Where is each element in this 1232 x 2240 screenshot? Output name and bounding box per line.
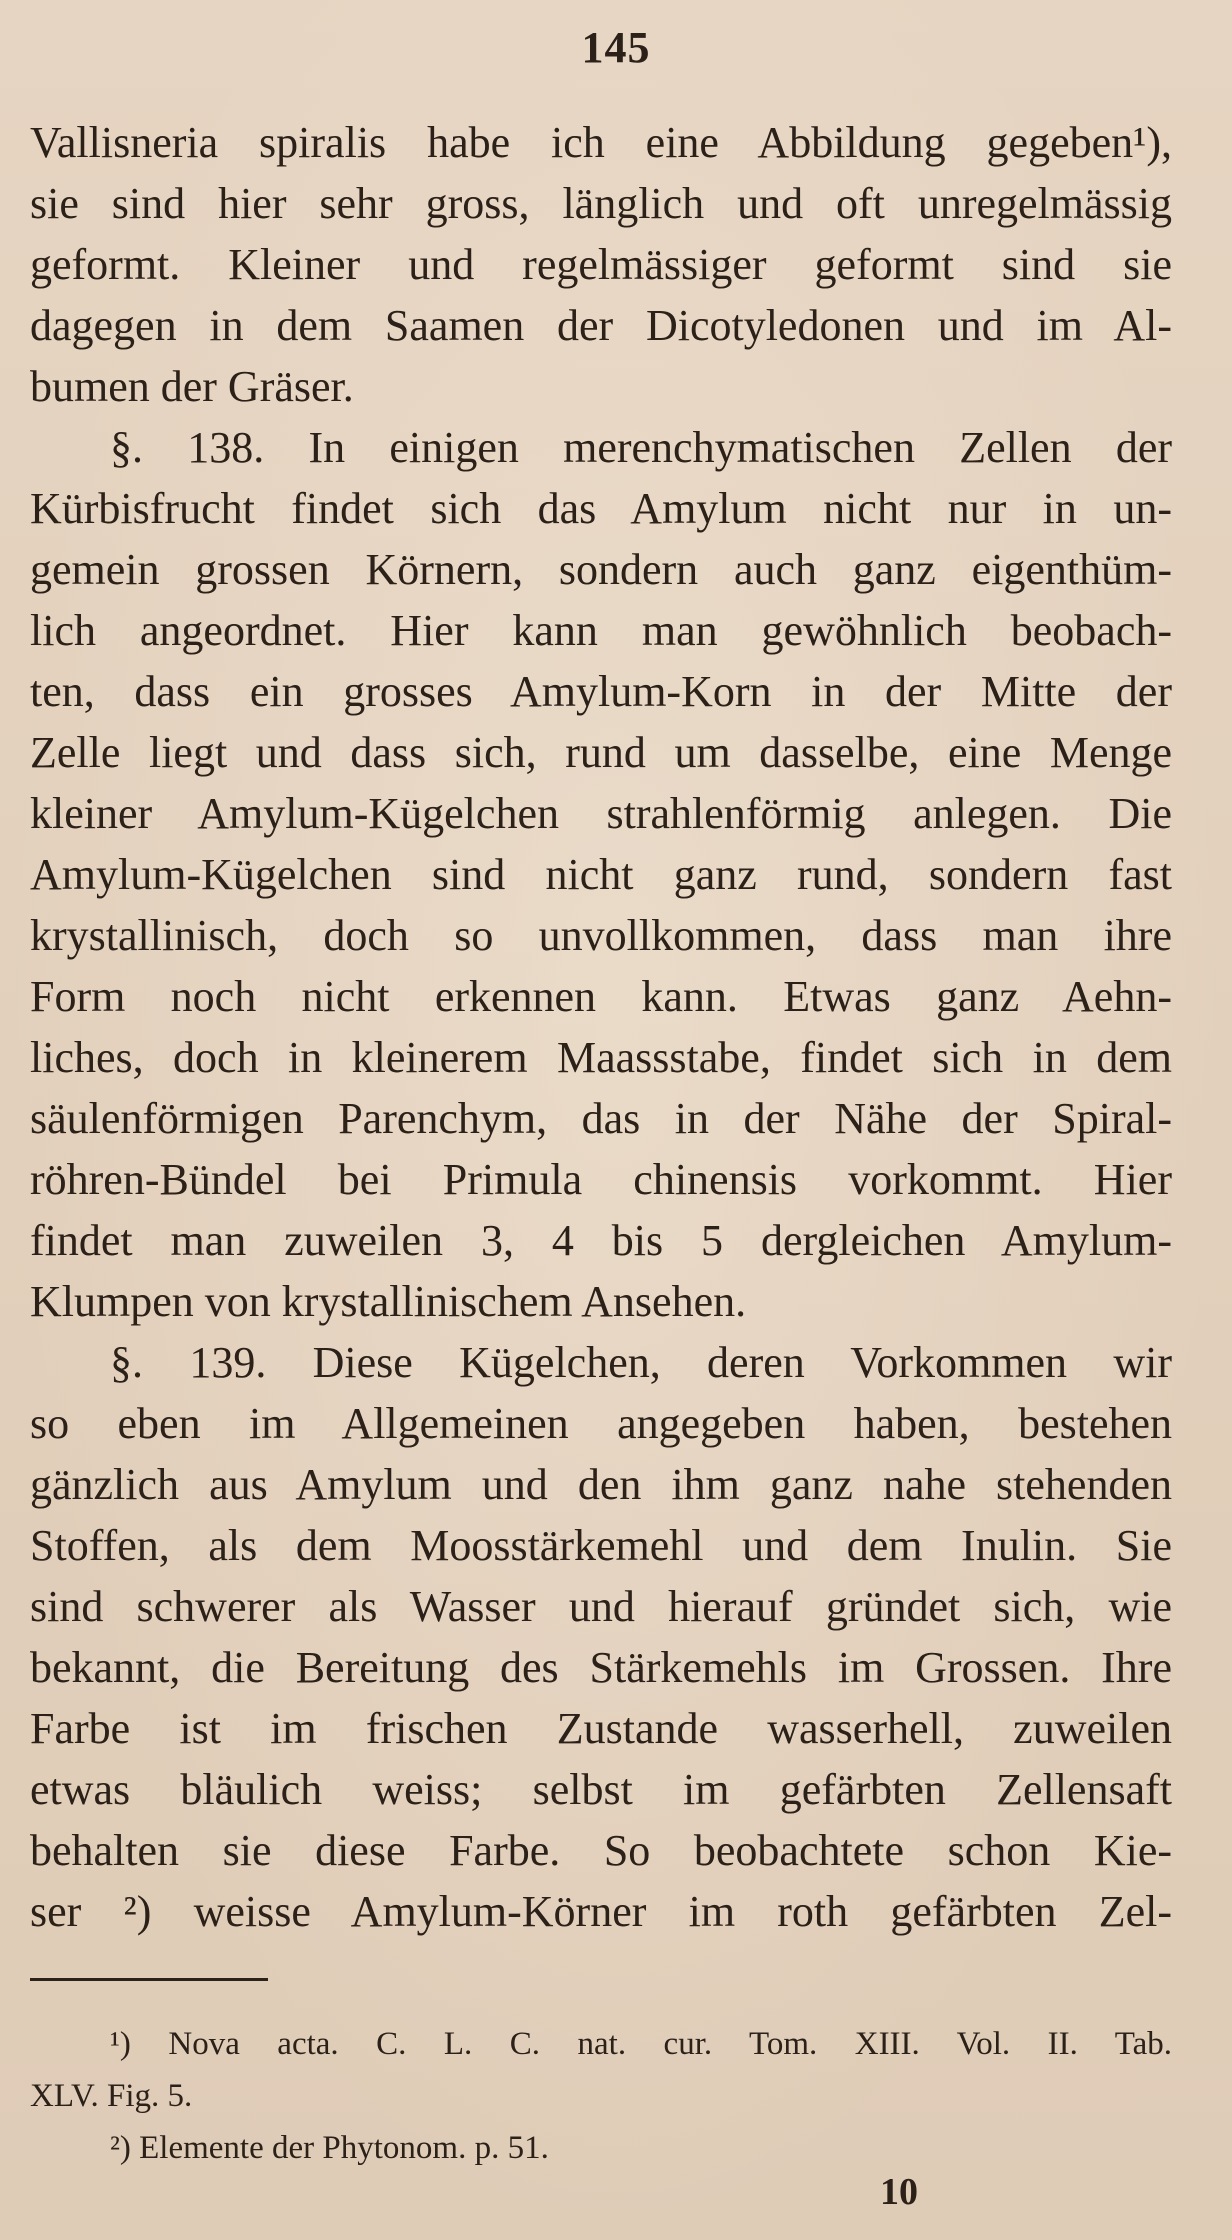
text-line: behalten sie diese Farbe. So beobachtete schon Kie- [30,1826,1172,1875]
text-line: Klumpen von krystallinischem Ansehen. [30,1277,747,1326]
text-line: dagegen in dem Saamen der Dicotyledonen und im Al- [30,301,1172,350]
text-line: krystallinisch, doch so unvollkommen, dass man ihre [30,911,1172,960]
text-line: röhren-Bündel bei Primula chinensis vorkommt. Hier [30,1155,1172,1204]
signature-mark: 10 [880,2171,918,2213]
text-line: Form noch nicht erkennen kann. Etwas ganz Aehn- [30,972,1172,1021]
text-line: säulenförmigen Parenchym, das in der Nähe der Spiral- [30,1094,1172,1143]
footnote-line: ²) Elemente der Phytonom. p. 51. [110,2130,549,2166]
text-line: findet man zuweilen 3, 4 bis 5 dergleichen Amylum- [30,1216,1172,1265]
text-line: bumen der Gräser. [30,362,354,411]
text-line: liches, doch in kleinerem Maassstabe, findet sich in dem [30,1033,1172,1082]
footnotes [30,2018,1172,2174]
footnote-divider [30,1978,268,1981]
text-line: Stoffen, als dem Moosstärkemehl und dem Inulin. Sie [30,1521,1172,1570]
text-line: sie sind hier sehr gross, länglich und oft unregelmässig [30,179,1172,228]
text-line: Kürbisfrucht findet sich das Amylum nicht nur in un- [30,484,1172,533]
text-line: geformt. Kleiner und regelmässiger geformt sind sie [30,240,1172,289]
text-line: kleiner Amylum-Kügelchen strahlenförmig anlegen. Die [30,789,1172,838]
text-line: sind schwerer als Wasser und hierauf gründet sich, wie [30,1582,1172,1631]
page-number: 145 [581,23,651,72]
text-line: ser ²) weisse Amylum-Körner im roth gefärbten Zel- [30,1887,1172,1936]
body-text [30,112,1172,1942]
text-line: gemein grossen Körnern, sondern auch ganz eigenthüm- [30,545,1172,594]
footnote-line: ¹) Nova acta. C. L. C. nat. cur. Tom. XIII. Vol. II. Tab. [110,2026,1172,2062]
text-line: etwas bläulich weiss; selbst im gefärbten Zellensaft [30,1765,1172,1814]
footnote-line: XLV. Fig. 5. [30,2078,193,2114]
text-line: ten, dass ein grosses Amylum-Korn in der Mitte der [30,667,1172,716]
section-heading-line: §. 138. In einigen merenchymatischen Zellen der [110,423,1172,472]
text-line: Zelle liegt und dass sich, rund um dasselbe, eine Menge [30,728,1172,777]
text-line: Farbe ist im frischen Zustande wasserhell, zuweilen [30,1704,1172,1753]
text-line: Amylum-Kügelchen sind nicht ganz rund, sondern fast [30,850,1172,899]
text-line: lich angeordnet. Hier kann man gewöhnlich beobach- [30,606,1172,655]
text-line: bekannt, die Bereitung des Stärkemehls im Grossen. Ihre [30,1643,1172,1692]
text-line: Vallisneria spiralis habe ich eine Abbildung gegeben¹), [30,118,1172,167]
text-line: so eben im Allgemeinen angegeben haben, bestehen [30,1399,1172,1448]
text-line: gänzlich aus Amylum und den ihm ganz nahe stehenden [30,1460,1172,1509]
section-heading-line: §. 139. Diese Kügelchen, deren Vorkommen wir [110,1338,1172,1387]
